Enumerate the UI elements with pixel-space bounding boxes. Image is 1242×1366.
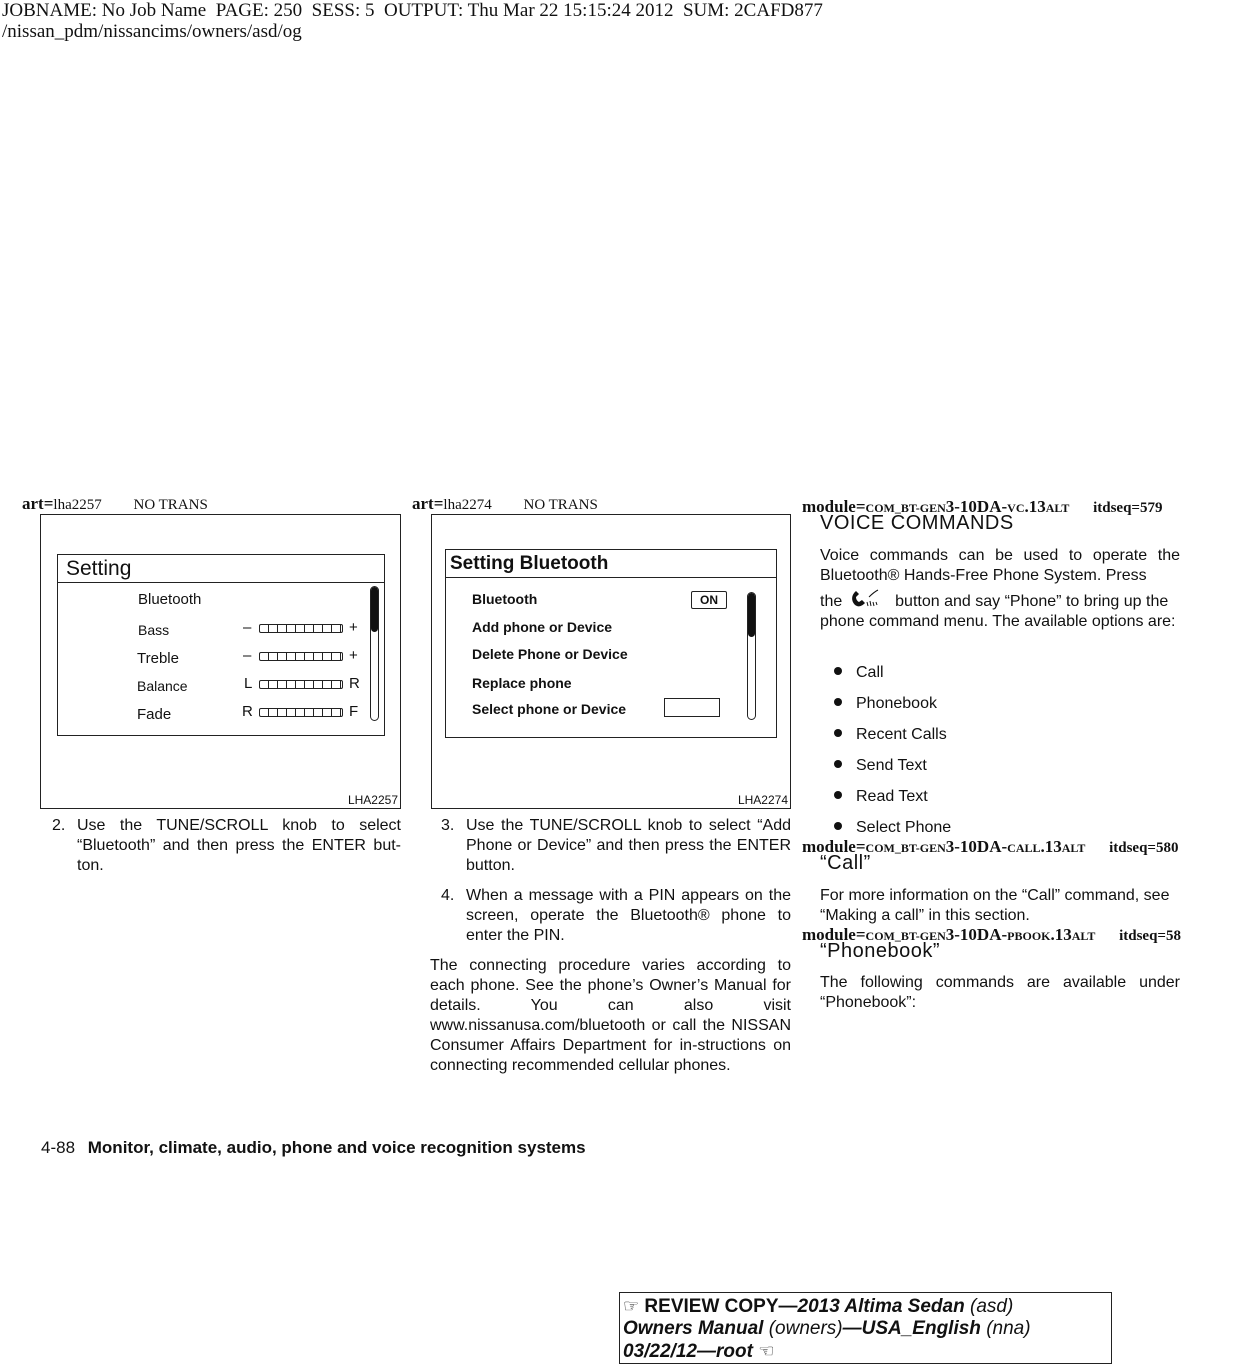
job-header-line2: /nissan_pdm/nissancims/owners/asd/og bbox=[2, 21, 302, 42]
bullet-icon bbox=[834, 729, 842, 737]
scrollbar-thumb bbox=[748, 593, 755, 637]
intro-line-b bbox=[820, 588, 1180, 612]
balance-left-symbol: L bbox=[244, 675, 253, 692]
review-line-1 bbox=[623, 1295, 1111, 1318]
itdseq: itdseq=58 bbox=[1119, 928, 1181, 944]
step-number: 4. bbox=[441, 887, 455, 904]
module-label: module= bbox=[802, 497, 866, 516]
voice-commands-heading: VOICE COMMANDS bbox=[820, 512, 1014, 534]
step-3 bbox=[441, 816, 791, 876]
job-header-line1: JOBNAME: No Job Name PAGE: 250 SESS: 5 OUTPUT: Thu Mar 22 15:15:24 2012 SUM: 2CAFD877 bbox=[2, 0, 823, 21]
module-code: CALL bbox=[1007, 841, 1041, 855]
phonebook-heading: “Phonebook” bbox=[820, 940, 941, 962]
module-code: .13 bbox=[1040, 837, 1062, 856]
treble-plus-symbol: + bbox=[349, 647, 358, 664]
module-code: COM_BT-GEN bbox=[865, 841, 946, 855]
setting-bluetooth-screen bbox=[445, 549, 777, 738]
art-label: art= bbox=[412, 494, 444, 513]
module-label: module= bbox=[802, 925, 866, 944]
list-item bbox=[834, 757, 927, 775]
art-note: NO TRANS bbox=[523, 497, 598, 513]
figure-label: LHA2274 bbox=[737, 793, 788, 807]
select-phone-field bbox=[664, 698, 720, 717]
review-text: 03/22/12—root bbox=[623, 1341, 753, 1362]
treble-slider bbox=[259, 652, 343, 661]
review-text: 2013 Altima Sedan bbox=[797, 1296, 965, 1317]
review-text: Owners Manual bbox=[623, 1318, 764, 1339]
review-line-3 bbox=[623, 1340, 1111, 1363]
intro-text: the bbox=[820, 593, 843, 610]
connecting-procedure-paragraph: The connecting procedure varies according to each phone. See the phone’s Owner’s Manual for details. You can also visit www.nissanusa.com/bluetooth or call the NISSAN Consumer Affairs Department for in-structions on connecting recommended cellular phones. bbox=[430, 957, 791, 1074]
list-item bbox=[834, 788, 928, 806]
balance-slider bbox=[259, 680, 343, 689]
menu-item-bass: Bass bbox=[138, 622, 170, 638]
menu-item-select-phone: Select phone or Device bbox=[472, 701, 627, 717]
intro-line-a: Voice commands can be used to operate the Bluetooth® Hands-Free Phone System. Press bbox=[820, 547, 1180, 584]
review-text: (asd) bbox=[970, 1296, 1014, 1317]
bluetooth-scrollbar bbox=[747, 592, 756, 720]
module-code: 3-10DA- bbox=[945, 925, 1008, 944]
list-item-text: Read Text bbox=[856, 788, 928, 805]
figure-lha2274 bbox=[431, 514, 791, 809]
bullet-icon bbox=[834, 760, 842, 768]
module-code: .13 bbox=[1024, 497, 1046, 516]
module-code: 3-10DA- bbox=[945, 837, 1008, 856]
setting-screen bbox=[57, 554, 385, 736]
bass-slider bbox=[259, 624, 343, 633]
list-item-text: Send Text bbox=[856, 757, 927, 774]
module-code: ALT bbox=[1061, 841, 1086, 855]
list-item-text: Phonebook bbox=[856, 695, 937, 712]
call-heading: “Call” bbox=[820, 852, 871, 874]
call-text: For more information on the “Call” command, see “Making a call” in this section. bbox=[820, 887, 1170, 924]
intro-text: button and say “Phone” to bring up the bbox=[895, 593, 1169, 610]
review-text: REVIEW COPY— bbox=[644, 1296, 798, 1317]
fade-front-symbol: F bbox=[349, 703, 359, 720]
step-4 bbox=[441, 886, 791, 946]
treble-minus-symbol: – bbox=[243, 647, 252, 664]
itdseq: itdseq=579 bbox=[1093, 500, 1163, 516]
review-copy-box bbox=[619, 1292, 1112, 1364]
itdseq: itdseq=580 bbox=[1109, 840, 1179, 856]
menu-item-add-phone: Add phone or Device bbox=[472, 619, 613, 635]
setting-screen-title: Setting bbox=[58, 555, 384, 583]
fig2-art-tag bbox=[412, 494, 598, 514]
module-code: ALT bbox=[1045, 501, 1070, 515]
list-item-text: Call bbox=[856, 664, 884, 681]
job-header bbox=[2, 0, 823, 42]
section-title: Monitor, climate, audio, phone and voice recognition systems bbox=[87, 1138, 586, 1157]
art-id: lha2257 bbox=[53, 497, 102, 513]
list-item bbox=[834, 819, 951, 837]
module-code: ALT bbox=[1071, 929, 1096, 943]
page-footer bbox=[41, 1138, 586, 1158]
step-number: 2. bbox=[52, 817, 66, 834]
scrollbar-thumb bbox=[371, 587, 378, 632]
step-text: Use the TUNE/SCROLL knob to select “Add Phone or Device” and then press the ENTER button. bbox=[466, 817, 791, 874]
pointing-hand-left-icon: ☜ bbox=[758, 1341, 775, 1361]
module-code: COM_BT-GEN bbox=[865, 929, 946, 943]
pointing-hand-icon: ☞ bbox=[623, 1296, 640, 1316]
module-label: module= bbox=[802, 837, 866, 856]
list-item-text: Select Phone bbox=[856, 819, 952, 836]
menu-item-bluetooth: Bluetooth bbox=[138, 591, 202, 608]
list-item bbox=[834, 695, 937, 713]
bass-minus-symbol: – bbox=[243, 619, 252, 636]
review-line-2 bbox=[623, 1318, 1111, 1340]
talk-phone-icon bbox=[847, 588, 891, 608]
art-note: NO TRANS bbox=[133, 497, 208, 513]
fig1-art-tag bbox=[22, 494, 208, 514]
menu-item-delete-phone: Delete Phone or Device bbox=[472, 646, 628, 662]
review-text: (owners) bbox=[768, 1318, 843, 1339]
list-item bbox=[834, 726, 947, 744]
art-id: lha2274 bbox=[443, 497, 492, 513]
art-label: art= bbox=[22, 494, 54, 513]
step-text: When a message with a PIN appears on the screen, operate the Bluetooth® phone to enter the PIN. bbox=[466, 887, 791, 944]
bass-plus-symbol: + bbox=[349, 619, 358, 636]
figure-label: LHA2257 bbox=[347, 793, 398, 807]
bullet-icon bbox=[834, 667, 842, 675]
module-code: 3-10DA- bbox=[945, 497, 1008, 516]
list-item bbox=[834, 664, 884, 682]
bullet-icon bbox=[834, 698, 842, 706]
setting-bluetooth-title: Setting Bluetooth bbox=[446, 550, 776, 578]
fade-rear-symbol: R bbox=[242, 703, 253, 720]
setting-scrollbar bbox=[370, 586, 379, 721]
review-text: (nna) bbox=[986, 1318, 1031, 1339]
list-item-text: Recent Calls bbox=[856, 726, 947, 743]
step-text: Use the TUNE/SCROLL knob to select “Bluetooth” and then press the ENTER but-ton. bbox=[77, 817, 401, 874]
step-2 bbox=[52, 816, 401, 876]
balance-right-symbol: R bbox=[349, 675, 360, 692]
fade-slider bbox=[259, 708, 343, 717]
module-code: VC bbox=[1007, 501, 1025, 515]
menu-item-treble: Treble bbox=[137, 650, 179, 667]
menu-item-replace-phone: Replace phone bbox=[472, 675, 572, 691]
menu-item-bluetooth: Bluetooth bbox=[472, 591, 538, 607]
bluetooth-on-badge: ON bbox=[691, 591, 727, 609]
step-number: 3. bbox=[441, 817, 455, 834]
bullet-icon bbox=[834, 791, 842, 799]
module-code: .13 bbox=[1050, 925, 1072, 944]
menu-item-fade: Fade bbox=[137, 706, 172, 723]
module-code: COM_BT-GEN bbox=[865, 501, 946, 515]
intro-line-c: phone command menu. The available options are: bbox=[820, 613, 1176, 630]
phonebook-text: The following commands are available under “Phonebook”: bbox=[820, 974, 1180, 1011]
review-text: —USA_English bbox=[842, 1318, 981, 1339]
module-code: PBOOK bbox=[1007, 929, 1051, 943]
bullet-icon bbox=[834, 822, 842, 830]
figure-lha2257 bbox=[40, 514, 401, 809]
page-number: 4-88 bbox=[41, 1138, 76, 1157]
menu-item-balance: Balance bbox=[137, 678, 188, 694]
voice-commands-intro bbox=[820, 546, 1180, 632]
